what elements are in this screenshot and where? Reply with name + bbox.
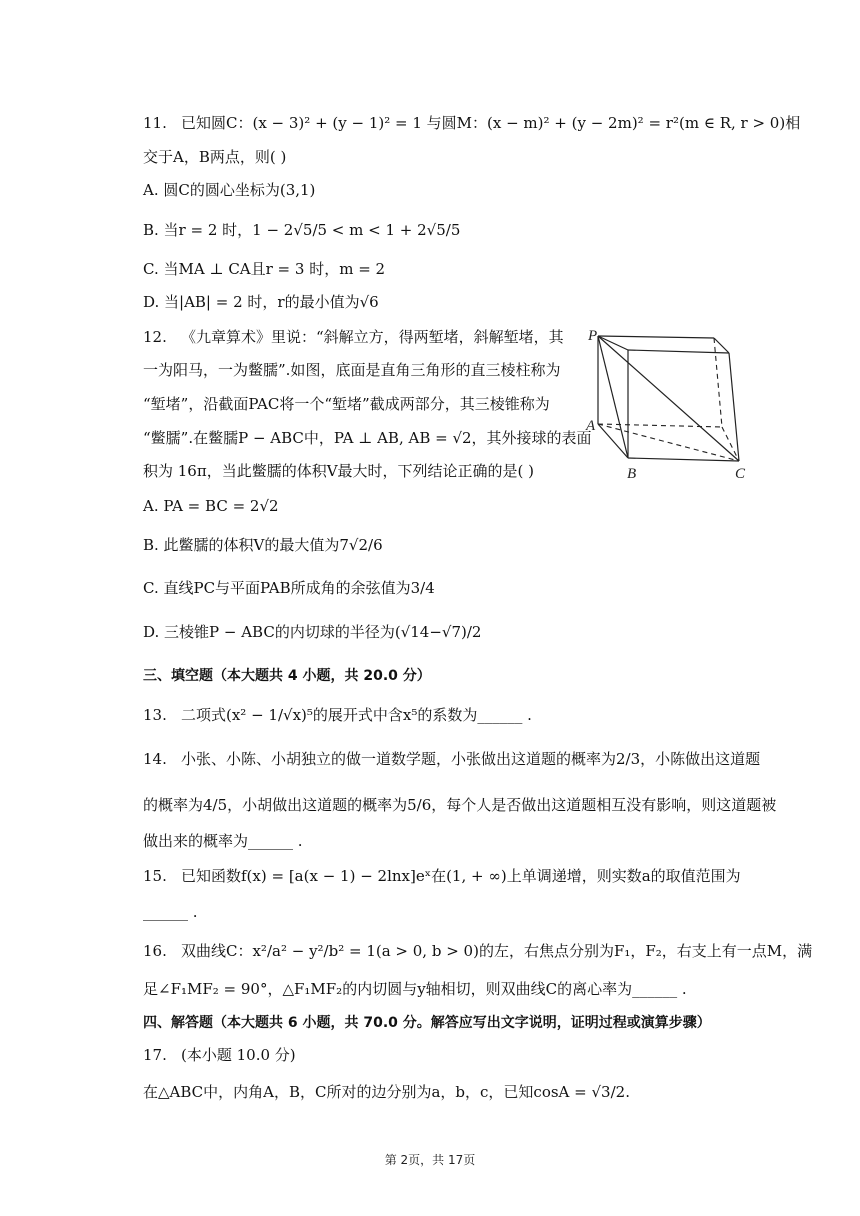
label-c: C — [735, 466, 746, 482]
q16-text: 双曲线C：x²/a² − y²/b² = 1(a > 0, b > 0)的左，右焦点分别为F₁，F₂，右支上有一点M，满 — [181, 942, 813, 960]
q12-line5: 积为 16π，当此鳖臑的体积V最大时，下列结论正确的是( ) — [143, 462, 535, 480]
q12-number: 12. — [143, 328, 167, 346]
q14-number: 14. — [143, 750, 167, 768]
q12-option-c: C. 直线PC与平面PAB所成角的余弦值为3/4 — [143, 579, 435, 597]
edge-hidden-vertical — [714, 338, 722, 427]
q11-option-d: D. 当|AB| = 2 时，r的最小值为√6 — [143, 293, 379, 311]
q17-number: 17. — [143, 1046, 167, 1064]
q12-line2: 一为阳马，一为鳖臑”.如图，底面是直角三角形的直三棱柱称为 — [143, 361, 561, 379]
edge-top-back — [598, 336, 714, 338]
prism-figure — [584, 322, 754, 487]
q16-number: 16. — [143, 942, 167, 960]
q11-option-b: B. 当r = 2 时，1 − 2√5/5 < m < 1 + 2√5/5 — [143, 221, 461, 239]
edge-bc — [628, 458, 739, 461]
q14-line1 — [143, 749, 760, 769]
q11-line2: 交于A，B两点，则( ) — [143, 148, 287, 166]
q11-option-c: C. 当MA ⊥ CA且r = 3 时，m = 2 — [143, 260, 386, 278]
q16-line1 — [143, 941, 812, 961]
edge-top-left — [598, 336, 628, 350]
q17-subtitle: (本小题 10.0 分) — [181, 1046, 296, 1064]
page-footer: 第 2页，共 17页 — [384, 1153, 476, 1167]
section-3-heading: 三、填空题（本大题共 4 小题，共 20.0 分） — [143, 668, 431, 684]
label-p: P — [588, 328, 598, 344]
q13-text: 二项式(x² − 1/√x)⁵的展开式中含x⁵的系数为______ . — [181, 706, 532, 724]
q11-number: 11. — [143, 114, 167, 132]
q14-text: 小张、小陈、小胡独立的做一道数学题，小张做出这道题的概率为2/3，小陈做出这道题 — [181, 750, 761, 768]
label-b: B — [627, 466, 637, 482]
q12-line4: “鳖臑”.在鳖臑P − ABC中，PA ⊥ AB, AB = √2，其外接球的表面 — [143, 429, 592, 447]
q15-line2: ______ . — [143, 903, 198, 921]
q17-line1 — [143, 1045, 296, 1065]
edge-top-right — [714, 338, 729, 353]
q12-option-b: B. 此鳖臑的体积V的最大值为7√2/6 — [143, 536, 383, 554]
q14-line2: 的概率为4/5，小胡做出这道题的概率为5/6，每个人是否做出这道题相互没有影响，则这道题被 — [143, 796, 777, 814]
edge-top-front — [628, 350, 729, 353]
q11-option-a: A. 圆C的圆心坐标为(3,1) — [143, 181, 316, 199]
q12-line3: “堑堵”，沿截面PAC将一个“堑堵”截成两部分，其三棱锥称为 — [143, 395, 550, 413]
q14-line3: 做出来的概率为______ . — [143, 832, 303, 850]
q17-line2: 在△ABC中，内角A，B，C所对的边分别为a，b，c，已知cosA = √3/2. — [143, 1083, 630, 1101]
q12-option-d: D. 三棱锥P − ABC的内切球的半径为(√14−√7)/2 — [143, 623, 482, 641]
q13-line — [143, 705, 532, 725]
q15-text: 已知函数f(x) = [a(x − 1) − 2lnx]eˣ在(1, + ∞)上单调递增，则实数a的取值范围为 — [181, 867, 741, 885]
q12-line1 — [143, 327, 564, 347]
q15-line1 — [143, 866, 741, 886]
q12-option-a: A. PA = BC = 2√2 — [143, 497, 279, 515]
q16-line2: 足∠F₁MF₂ = 90°，△F₁MF₂的内切圆与y轴相切，则双曲线C的离心率为______ . — [143, 980, 687, 998]
q12-text: 《九章算术》里说：“斜解立方，得两堑堵，斜解堑堵，其 — [181, 328, 564, 346]
q11-line1 — [143, 113, 800, 133]
section-4-heading: 四、解答题（本大题共 6 小题，共 70.0 分。解答应写出文字说明，证明过程或演算步骤） — [143, 1015, 711, 1031]
edge-pb — [598, 336, 628, 458]
q13-number: 13. — [143, 706, 167, 724]
q11-text: 已知圆C：(x − 3)² + (y − 1)² = 1 与圆M：(x − m)² + (y − 2m)² = r²(m ∈ R, r > 0)相 — [181, 114, 801, 132]
edge-hidden-base — [598, 424, 722, 427]
label-a: A — [586, 418, 596, 434]
q15-number: 15. — [143, 867, 167, 885]
